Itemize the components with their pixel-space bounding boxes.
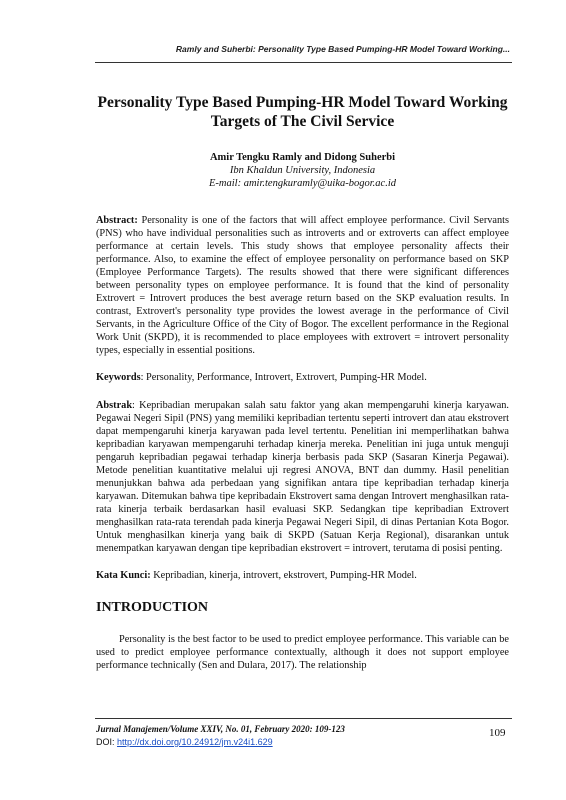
abstrak-label: Abstrak <box>96 400 133 411</box>
kata-kunci-paragraph <box>96 569 509 582</box>
abstrak-text: : Kepribadian merupakan salah satu faktor yang akan mempengaruhi kinerja karyawan. Pegawai Negeri Sipil (PNS) yang memiliki kepribadian tertentu seperti introvert dan atau ekstrovert dapat mempengaruhi kinerja karyawan pada level tertentu. Penelitian ini memperlihatkan bahwa kepribadian karyawan mempengaruhi terhadap kinerja mereka. Penelitian ini juga untuk menguji pengaruh kepribadian pegawai terhadap kinerja berbasis pada SKP (Sasaran Kinerja Pegawai). Metode penelitian kuantitative melalui uji regresi ANOVA, BNT dan dummy. Hasil penelitian menunjukkan bahwa ada perbedaan yang signifikan antara tipe kepribadian terhadap kinerja karyawan. Ditemukan bahwa tipe kepribadain Ekstrovert sama dengan Introvert menghasilkan rata-rata kinerja terbaik berdasarkan hasil evaluasi SKP. Sedangkan tipe kepribadian Extrovert menghasilkan rata-rata terendah pada kinerja Pegawai Negeri Sipil, di dinas Pertanian Kota Bogor. Untuk menghasilkan kinerja yang baik di SKPD (Satuan Kerja Regional), disarankan untuk menempatkan karyawan dengan tipe kepribadian ekstrovert = introvert, terutama di posisi penting. <box>96 400 509 554</box>
running-head: Ramly and Suherbi: Personality Type Based Pumping-HR Model Toward Working... <box>175 44 510 54</box>
keywords-label: Keywords <box>96 372 141 383</box>
doi-label: DOI: <box>96 737 118 747</box>
section-heading-introduction: INTRODUCTION <box>96 600 209 615</box>
keywords-text: : Personality, Performance, Introvert, Extrovert, Pumping-HR Model. <box>140 372 427 383</box>
abstract-text: Personality is one of the factors that will affect employee performance. Civil Servants (PNS) who have individual personalities such as introverts and or extroverts can affect employee performance at certain levels. This study shows that employee personality affects their performance. Also, to examine the effect of employee personality on performance based on SKP (Employee Performance Targets). The results showed that there were significant differences between personality types on employee performance. It is found that the kind of personality Extrovert = Introvert produces the best average return based on the SKP evaluation results. In contrast, Extrovert's personality type provides the lowest average in the performance of Civil Servants, in the Agriculture Office of the City of Bogor. The excellent performance in the Regional Work Unit (SKPD), it is recommended to place employees with extrovert = introvert personality types, especially in essential positions. <box>96 215 509 356</box>
abstrak-paragraph <box>96 399 509 555</box>
kata-kunci-text: Kepribadian, kinerja, introvert, ekstrovert, Pumping-HR Model. <box>150 570 417 581</box>
footer-journal: Jurnal Manajemen/Volume XXIV, No. 01, February 2020: 109-123 <box>96 724 345 734</box>
abstract-paragraph <box>96 214 509 357</box>
paper-title: Personality Type Based Pumping-HR Model Toward Working Targets of The Civil Service <box>97 94 508 130</box>
authors: Amir Tengku Ramly and Didong Suherbi <box>209 152 396 163</box>
author-email: E-mail: amir.tengkuramly@uika-bogor.ac.id <box>209 178 396 189</box>
header-rule <box>95 62 512 63</box>
intro-paragraph: Personality is the best factor to be used to predict employee performance. This variable can be used to predict employee performance contextually, although it does not support employee performance technically (Sen and Dulara, 2017). The relationship <box>96 634 509 671</box>
doi-link[interactable]: http://dx.doi.org/10.24912/jm.v24i1.629 <box>117 737 273 747</box>
paper-body <box>96 93 509 672</box>
footer-rule <box>95 718 512 719</box>
affiliation: Ibn Khaldun University, Indonesia <box>229 165 376 176</box>
footer-doi <box>96 737 273 747</box>
keywords-paragraph <box>96 371 509 384</box>
kata-kunci-label: Kata Kunci: <box>96 570 151 581</box>
page-number: 109 <box>489 727 506 739</box>
abstract-label: Abstract: <box>96 215 138 226</box>
